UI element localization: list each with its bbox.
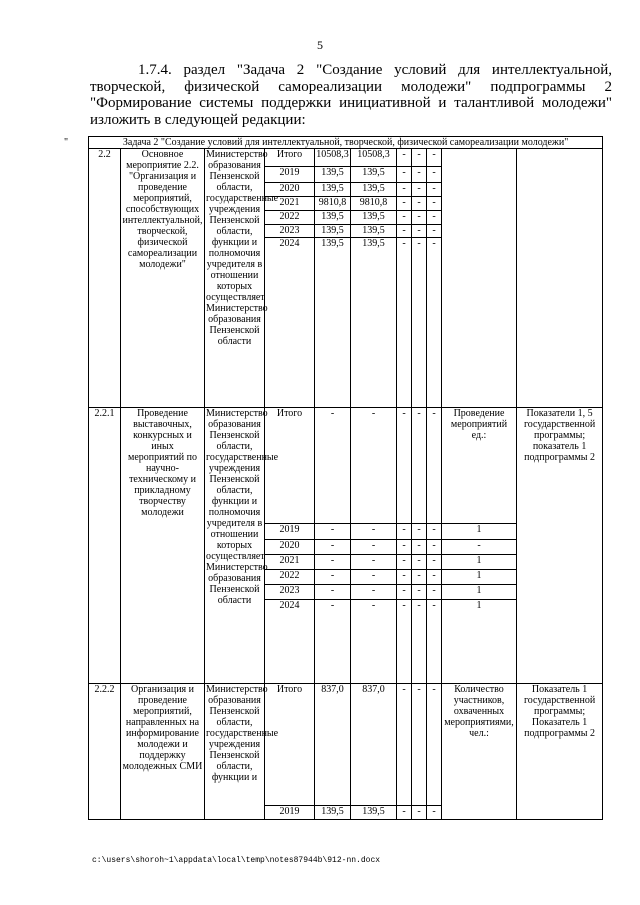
executor: Министерство образования Пензенской области, государственные учреждения Пензенской области, функции и [205,684,265,820]
indicator-cell: Проведение мероприятий ед.: [442,408,517,524]
year-cell: Итого [265,408,315,524]
regional-cell: 139,5 [351,225,397,238]
year-cell: Итого [265,149,315,167]
measure-name: Основное мероприятие 2.2. "Организация и проведение мероприятий, способствующих интеллектуальной, творческой, физической самореализации молодежи" [121,149,205,408]
local-cell: - [412,540,427,555]
other-cell: - [427,585,442,600]
total-cell: 139,5 [315,211,351,225]
quote-mark: " [64,137,69,148]
federal-cell: - [397,225,412,238]
local-cell: - [412,238,427,408]
other-cell: - [427,540,442,555]
federal-cell: - [397,149,412,167]
indicator-cell [442,149,517,408]
federal-cell: - [397,540,412,555]
local-cell: - [412,555,427,570]
table-row [89,408,603,524]
total-cell: 837,0 [315,684,351,806]
other-cell: - [427,238,442,408]
indicator-value: 1 [442,570,517,585]
total-cell: - [315,524,351,540]
local-cell: - [412,183,427,197]
total-cell: - [315,570,351,585]
task-header: Задача 2 "Создание условий для интеллектуальной, творческой, физической самореализации молодежи" [89,137,603,149]
regional-cell: - [351,524,397,540]
federal-cell: - [397,806,412,820]
year-cell: 2023 [265,225,315,238]
indicator-value: 1 [442,555,517,570]
table-row [89,684,603,806]
year-cell: 2022 [265,570,315,585]
regional-cell: 139,5 [351,211,397,225]
total-cell: - [315,555,351,570]
measure-name: Проведение выставочных, конкурсных и иных мероприятий по научно-техническому и прикладному творчеству молодежи [121,408,205,684]
regional-cell: - [351,555,397,570]
other-cell: - [427,211,442,225]
total-cell: 139,5 [315,167,351,183]
federal-cell: - [397,570,412,585]
regional-cell: - [351,600,397,684]
table-header-row [89,137,603,149]
executor: Министерство образования Пензенской области, государственные учреждения Пензенской области, функции и полномочия учредителя в отношении которых осуществляет Министерство образования Пензенской области [205,408,265,684]
regional-cell: 9810,8 [351,197,397,211]
regional-cell: 139,5 [351,806,397,820]
year-cell: 2021 [265,197,315,211]
row-number: 2.2.1 [89,408,121,684]
year-cell: 2019 [265,167,315,183]
local-cell: - [412,570,427,585]
other-cell: - [427,555,442,570]
local-cell: - [412,806,427,820]
other-cell: - [427,408,442,524]
local-cell: - [412,600,427,684]
federal-cell: - [397,167,412,183]
year-cell: 2021 [265,555,315,570]
local-cell: - [412,225,427,238]
federal-cell: - [397,408,412,524]
total-cell: 139,5 [315,183,351,197]
regional-cell: - [351,540,397,555]
link-cell [517,149,603,408]
regional-cell: - [351,585,397,600]
year-cell: 2020 [265,540,315,555]
footer-path: c:\users\shoroh~1\appdata\local\temp\notes87944b\912-nn.docx [92,856,381,865]
federal-cell: - [397,197,412,211]
other-cell: - [427,149,442,167]
regional-cell: 139,5 [351,183,397,197]
total-cell: 9810,8 [315,197,351,211]
total-cell: - [315,600,351,684]
other-cell: - [427,684,442,806]
row-number: 2.2 [89,149,121,408]
other-cell: - [427,570,442,585]
executor: Министерство образования Пензенской области, государственные учреждения Пензенской области, функции и полномочия учредителя в отношении которых осуществляет Министерство образования Пензенской области [205,149,265,408]
local-cell: - [412,408,427,524]
measure-name: Организация и проведение мероприятий, направленных на информирование молодежи и поддержку молодежных СМИ [121,684,205,820]
total-cell: 10508,3 [315,149,351,167]
year-cell: Итого [265,684,315,806]
local-cell: - [412,167,427,183]
year-cell: 2020 [265,183,315,197]
other-cell: - [427,806,442,820]
link-cell: Показатель 1 государственной программы; Показатель 1 подпрограммы 2 [517,684,603,820]
federal-cell: - [397,211,412,225]
page-number: 5 [317,38,323,52]
year-cell: 2023 [265,585,315,600]
indicator-value: 1 [442,524,517,540]
total-cell: - [315,585,351,600]
indicator-value: 1 [442,585,517,600]
local-cell: - [412,585,427,600]
regional-cell: 10508,3 [351,149,397,167]
link-cell: Показатели 1, 5 государственной программы; показатель 1 подпрограммы 2 [517,408,603,684]
other-cell: - [427,197,442,211]
intro-text: 1.7.4. раздел "Задача 2 "Создание условий для интеллектуальной, творческой, физической самореализации молодежи" подпрограммы 2 "Формирование системы поддержки инициативной и талантливой молодежи" изложить в следующей редакции: [90,62,612,128]
indicator-value: 1 [442,600,517,684]
total-cell: - [315,540,351,555]
regional-cell: - [351,408,397,524]
year-cell: 2024 [265,238,315,408]
total-cell: 139,5 [315,238,351,408]
indicator-value: - [442,540,517,555]
year-cell: 2024 [265,600,315,684]
federal-cell: - [397,585,412,600]
local-cell: - [412,524,427,540]
total-cell: - [315,408,351,524]
federal-cell: - [397,524,412,540]
federal-cell: - [397,555,412,570]
other-cell: - [427,167,442,183]
other-cell: - [427,600,442,684]
year-cell: 2022 [265,211,315,225]
row-number: 2.2.2 [89,684,121,820]
total-cell: 139,5 [315,806,351,820]
year-cell: 2019 [265,806,315,820]
local-cell: - [412,197,427,211]
total-cell: 139,5 [315,225,351,238]
federal-cell: - [397,600,412,684]
year-cell: 2019 [265,524,315,540]
indicator-cell: Количество участников, охваченных мероприятиями, чел.: [442,684,517,820]
regional-cell: - [351,570,397,585]
other-cell: - [427,225,442,238]
table-row [89,149,603,167]
regional-cell: 139,5 [351,238,397,408]
local-cell: - [412,684,427,806]
regional-cell: 837,0 [351,684,397,806]
other-cell: - [427,183,442,197]
federal-cell: - [397,684,412,806]
program-table [88,136,603,820]
local-cell: - [412,149,427,167]
local-cell: - [412,211,427,225]
regional-cell: 139,5 [351,167,397,183]
federal-cell: - [397,238,412,408]
other-cell: - [427,524,442,540]
federal-cell: - [397,183,412,197]
